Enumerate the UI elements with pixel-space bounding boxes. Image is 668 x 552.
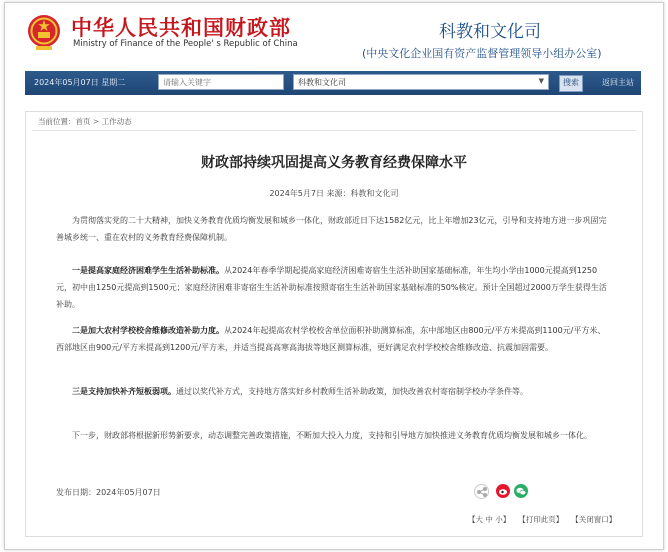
font-size-toggle[interactable]: 【大 中 小】 — [468, 515, 511, 524]
department-subtitle: (中央文化企业国有资产监督管理领导小组办公室) — [362, 47, 602, 60]
breadcrumb-separator: > — [92, 117, 100, 126]
share-link-icon[interactable] — [474, 484, 489, 499]
article-paragraph-2 — [56, 322, 612, 356]
department-select-value: 科教和文化司 — [298, 78, 346, 87]
site-header — [5, 3, 663, 69]
publish-date: 发布日期：2024年05月07日 — [56, 488, 161, 497]
page-frame — [4, 2, 664, 550]
breadcrumb-item-home[interactable]: 首页 — [75, 117, 91, 126]
print-page-link[interactable]: 【打印此页】 — [518, 515, 564, 524]
article-meta: 2024年5月7日 来源：科教和文化司 — [269, 189, 399, 198]
close-window-link[interactable]: 【关闭窗口】 — [571, 515, 617, 524]
article-paragraph-3 — [56, 383, 612, 400]
top-navbar — [25, 71, 641, 95]
search-button[interactable]: 搜索 — [559, 75, 583, 92]
article-title: 财政部持续巩固提高义务教育经费保障水平 — [201, 155, 467, 171]
article-paragraph-1 — [56, 262, 612, 313]
divider — [32, 130, 636, 131]
search-input[interactable] — [158, 74, 284, 90]
breadcrumb-item-news[interactable]: 工作动态 — [101, 117, 132, 126]
paragraph-1-text: 从2024年春季学期起提高家庭经济困难寄宿生生活补助国家基础标准，年生均小学由1000元提高到1250元，初中由1250元提高到1500元；家庭经济困难非寄宿生生活补助标准按照寄宿生生活补助国家基础标准的50%核定。预计全国超过2000万学生获得生活补助。 — [56, 266, 607, 309]
home-link[interactable]: 返回主站 — [602, 78, 634, 87]
paragraph-3-text: 通过以奖代补方式，支持地方落实好乡村教师生活补助政策，加快改善农村寄宿制学校办学条件等。 — [176, 387, 528, 396]
ministry-name-en: Ministry of Finance of the People' s Republic of China — [73, 39, 298, 49]
article-paragraph-4: 下一步，财政部将根据新形势新要求，动态调整完善政策措施，不断加大投入力度，支持和引导地方加快推进义务教育优质均衡发展和城乡一体化。 — [72, 431, 592, 440]
weibo-icon[interactable] — [496, 484, 510, 498]
department-name: 科教和文化司 — [439, 22, 541, 42]
ministry-name-cn: 中华人民共和国财政部 — [71, 16, 291, 40]
paragraph-1-heading: 一是提高家庭经济困难学生生活补助标准。 — [72, 266, 224, 275]
national-emblem-icon — [27, 13, 61, 51]
footer-links — [468, 514, 616, 525]
paragraph-2-heading: 二是加大农村学校校舍维修改造补助力度。 — [72, 326, 224, 335]
wechat-icon[interactable] — [514, 484, 528, 498]
paragraph-3-heading: 三是支持加快补齐短板弱项。 — [72, 387, 176, 396]
article-intro: 为贯彻落实党的二十大精神，加快义务教育优质均衡发展和城乡一体化，财政部近日下达1582亿元，比上年增加23亿元，引导和支持地方进一步巩固完善城乡统一、重在农村的义务教育经费保障机制。 — [56, 216, 607, 242]
breadcrumb-prefix: 当前位置： — [38, 117, 76, 126]
chevron-down-icon: ▼ — [538, 77, 544, 85]
article-panel — [25, 111, 643, 537]
department-select[interactable] — [293, 74, 549, 90]
paragraph-2-text: 从2024年起提高农村学校校舍单位面积补助测算标准，东中部地区由800元/平方米提高到1100元/平方米、西部地区由900元/平方米提高到1200元/平方米，并适当提高高寒高海拔等地区测算标准，更好满足农村学校校舍维修改造、抗震加固需要。 — [56, 326, 606, 352]
breadcrumb — [38, 116, 132, 127]
current-date: 2024年05月07日 星期二 — [34, 78, 126, 87]
